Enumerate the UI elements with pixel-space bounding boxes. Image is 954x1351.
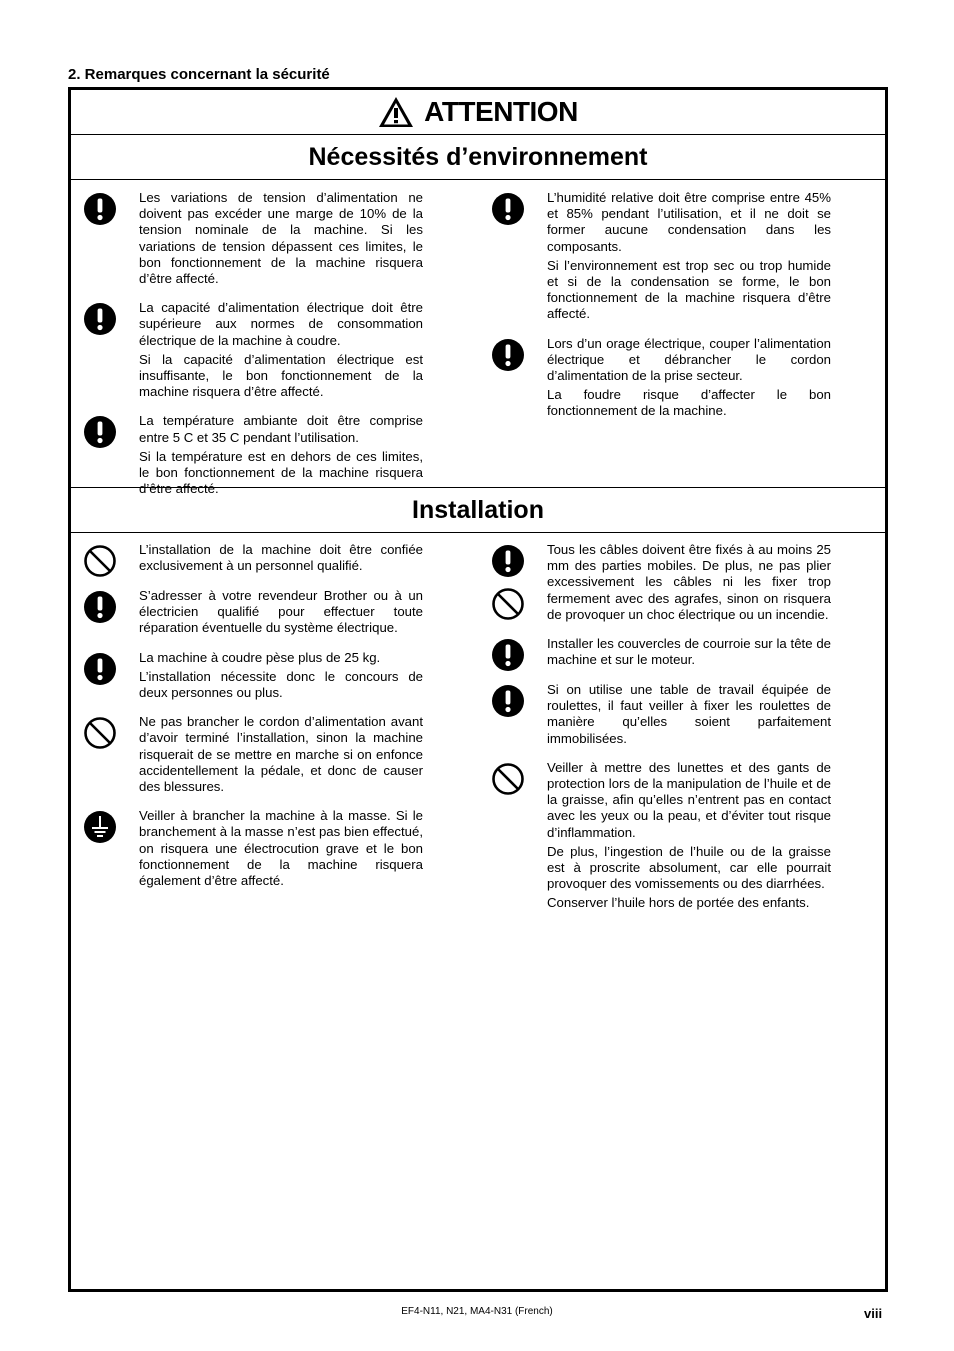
attention-title: ATTENTION bbox=[424, 96, 578, 127]
safety-paragraph: De plus, l’ingestion de l’huile ou de la graisse est à proscrite absolument, car elle pourrait provoquer des vomissements ou des diarrhées. bbox=[547, 843, 831, 892]
warning-triangle-icon bbox=[378, 96, 414, 128]
safety-paragraph: La température ambiante doit être comprise entre 5 C et 35 C pendant l’utilisation. bbox=[139, 413, 423, 445]
mandatory-icon bbox=[83, 590, 117, 624]
mandatory-icon bbox=[491, 544, 525, 614]
safety-paragraph: Tous les câbles doivent être fixés à au moins 25 mm des parties mobiles. De plus, ne pas plier excessivement les câbles ni les fixer trop fermement avec des agrafes, sinon on risquera de provoquer un choc électrique ou un incendie. bbox=[547, 542, 831, 622]
safety-item bbox=[83, 190, 423, 290]
safety-text bbox=[547, 190, 831, 326]
safety-paragraph: La capacité d’alimentation électrique doit être supérieure aux normes de consommation électrique de la machine à coudre. bbox=[139, 300, 423, 348]
safety-paragraph: La foudre risque d’affecter le bon fonctionnement de la machine. bbox=[547, 387, 831, 419]
attention-banner bbox=[71, 90, 885, 135]
safety-paragraph: Installer les couvercles de courroie sur la tête de machine et sur le moteur. bbox=[547, 636, 831, 668]
safety-paragraph: Veiller à mettre des lunettes et des gants de protection lors de la manipulation de l’huile et de la graisse, afin qu’elles n’entrent pas en contact avec les yeux ou la peau, et d’éviter tout risque d’inflammation. bbox=[547, 759, 831, 840]
safety-item bbox=[491, 636, 831, 672]
safety-paragraph: Les variations de tension d’alimentation ne doivent pas excéder une marge de 10% de la tension nominale de la machine. Si les variations de tension dépassent ces limites, le bon fonctionnement de la machine risquera d’être affecté. bbox=[139, 190, 423, 287]
safety-paragraph: Si on utilise une table de travail équipée de roulettes, il faut veiller à fixer les roulettes de manière qu’elles soient parfaitement immobilisées. bbox=[547, 682, 831, 746]
safety-item bbox=[83, 650, 423, 705]
env-right-column bbox=[491, 190, 831, 433]
safety-text bbox=[547, 336, 831, 423]
safety-item bbox=[491, 542, 831, 626]
safety-text bbox=[139, 542, 423, 578]
safety-paragraph: La machine à coudre pèse plus de 25 kg. bbox=[139, 649, 381, 665]
mandatory-icon bbox=[83, 192, 117, 226]
safety-paragraph: S’adresser à votre revendeur Brother ou à un électricien qualifié pour effectuer toute réparation éventuelle du système électrique. bbox=[139, 588, 423, 636]
safety-paragraph: Si la température est en dehors de ces limites, le bon fonctionnement de la machine risquera d’être affecté. bbox=[139, 448, 423, 497]
mandatory-icon bbox=[491, 338, 525, 372]
install-heading: Installation bbox=[71, 487, 885, 533]
safety-text bbox=[547, 636, 831, 672]
safety-text bbox=[547, 542, 831, 626]
warning-frame bbox=[68, 87, 888, 1292]
mandatory-icon bbox=[491, 684, 525, 718]
prohibited-icon bbox=[83, 716, 117, 750]
safety-text bbox=[139, 714, 423, 798]
safety-item bbox=[491, 760, 831, 915]
safety-text bbox=[547, 682, 831, 750]
mandatory-icon bbox=[491, 192, 525, 226]
safety-text bbox=[139, 808, 423, 892]
safety-text bbox=[547, 760, 831, 915]
safety-paragraph: Si l’environnement est trop sec ou trop humide et si de la condensation se forme, le bon fonctionnement de la machine risquera d’être affecté. bbox=[547, 257, 831, 322]
safety-item bbox=[491, 682, 831, 750]
prohibited-icon bbox=[83, 544, 117, 578]
safety-paragraph: Veiller à brancher la machine à la masse. Si le branchement à la masse n’est pas bien effectué, on risquera une électrocution grave et le bon fonctionnement de la machine risquera également d’être affecté. bbox=[139, 808, 423, 889]
env-left-column bbox=[83, 190, 423, 510]
safety-item bbox=[491, 190, 831, 326]
safety-paragraph: L’humidité relative doit être comprise entre 45% et 85% pendant l’utilisation, et il ne doit se former aucune condensation dans les composants. bbox=[547, 190, 831, 254]
safety-paragraph: L’installation nécessite donc le concours de deux personnes ou plus. bbox=[139, 668, 423, 701]
safety-text bbox=[139, 190, 423, 290]
prohibited-icon bbox=[491, 762, 525, 796]
mandatory-icon bbox=[491, 638, 525, 672]
mandatory-icon bbox=[83, 302, 117, 336]
mandatory-icon bbox=[83, 652, 117, 686]
ground-icon bbox=[83, 810, 117, 844]
footer-model: EF4-N11, N21, MA4-N31 (French) bbox=[401, 1306, 553, 1317]
safety-item bbox=[83, 808, 423, 892]
safety-paragraph: Ne pas brancher le cordon d’alimentation avant d’avoir terminé l’installation, sinon la machine risquerait de se mettre en marche si on enfonce accidentellement la pédale, et donc de causer des blessures. bbox=[139, 714, 423, 795]
safety-paragraph: Si la capacité d’alimentation électrique est insuffisante, le bon fonctionnement de la machine risquera d’être affecté. bbox=[139, 351, 423, 400]
safety-text bbox=[139, 650, 423, 705]
mandatory-icon bbox=[83, 415, 117, 449]
safety-item bbox=[83, 542, 423, 578]
safety-item bbox=[83, 714, 423, 798]
safety-item bbox=[491, 336, 831, 423]
safety-item bbox=[83, 588, 423, 640]
install-left-column bbox=[83, 542, 423, 902]
env-heading: Nécessités d’environnement bbox=[71, 135, 885, 180]
safety-paragraph: L’installation de la machine doit être confiée exclusivement à un personnel qualifié. bbox=[139, 542, 423, 574]
safety-text bbox=[139, 300, 423, 403]
safety-item bbox=[83, 300, 423, 403]
safety-text bbox=[139, 588, 423, 640]
safety-paragraph: Conserver l’huile hors de portée des enfants. bbox=[547, 895, 810, 911]
page-number: viii bbox=[864, 1306, 883, 1321]
install-right-column bbox=[491, 542, 831, 925]
section-heading: 2. Remarques concernant la sécurité bbox=[68, 66, 330, 83]
safety-paragraph: Lors d’un orage électrique, couper l’alimentation électrique et débrancher le cordon d’alimentation de la prise secteur. bbox=[547, 335, 831, 384]
